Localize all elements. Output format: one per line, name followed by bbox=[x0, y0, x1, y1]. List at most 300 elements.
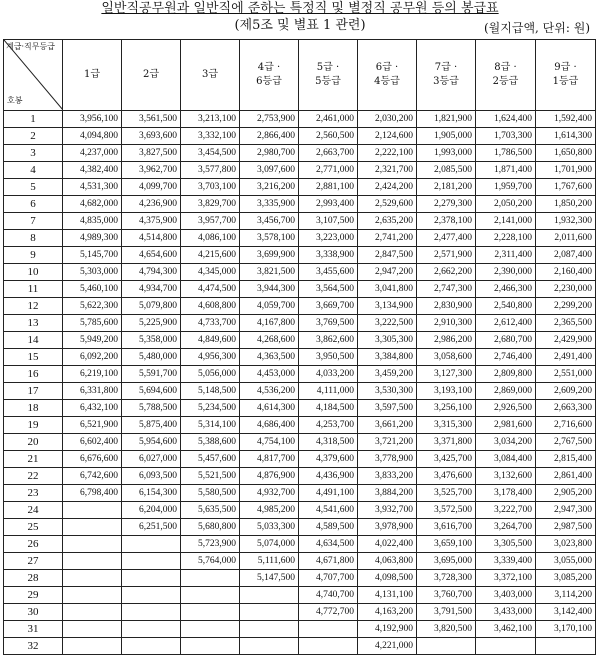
salary-cell: 1,703,300 bbox=[476, 128, 536, 145]
step-cell: 29 bbox=[4, 587, 63, 604]
salary-cell: 2,771,000 bbox=[299, 162, 358, 179]
salary-cell: 3,170,100 bbox=[536, 621, 596, 638]
salary-cell: 5,521,500 bbox=[181, 468, 240, 485]
salary-cell: 5,954,600 bbox=[122, 434, 181, 451]
step-cell: 17 bbox=[4, 383, 63, 400]
salary-cell: 3,616,700 bbox=[417, 519, 476, 536]
salary-cell: 4,754,100 bbox=[240, 434, 299, 451]
salary-cell: 3,114,200 bbox=[536, 587, 596, 604]
salary-cell: 3,821,500 bbox=[240, 264, 299, 281]
salary-cell: 5,694,600 bbox=[122, 383, 181, 400]
salary-cell: 2,228,100 bbox=[476, 230, 536, 247]
salary-cell: 3,791,500 bbox=[417, 604, 476, 621]
salary-cell: 1,592,400 bbox=[536, 111, 596, 128]
salary-cell: 2,809,800 bbox=[476, 366, 536, 383]
salary-cell: 3,305,500 bbox=[476, 536, 536, 553]
table-row bbox=[4, 570, 596, 587]
step-cell: 9 bbox=[4, 247, 63, 264]
salary-cell: 4,375,900 bbox=[122, 213, 181, 230]
salary-cell: 5,056,000 bbox=[181, 366, 240, 383]
salary-cell: 4,835,000 bbox=[63, 213, 122, 230]
salary-cell: 5,147,500 bbox=[240, 570, 299, 587]
table-row bbox=[4, 621, 596, 638]
salary-cell: 3,597,500 bbox=[358, 400, 417, 417]
salary-cell: 2,663,700 bbox=[299, 145, 358, 162]
salary-cell: 4,849,600 bbox=[181, 332, 240, 349]
salary-cell: 4,474,500 bbox=[181, 281, 240, 298]
salary-cell: 5,875,400 bbox=[122, 417, 181, 434]
table-row bbox=[4, 485, 596, 502]
step-cell: 23 bbox=[4, 485, 63, 502]
salary-cell: 5,234,500 bbox=[181, 400, 240, 417]
salary-cell: 1,959,700 bbox=[476, 179, 536, 196]
salary-cell: 2,612,400 bbox=[476, 315, 536, 332]
salary-cell: 5,949,200 bbox=[63, 332, 122, 349]
salary-cell: 2,815,400 bbox=[536, 451, 596, 468]
table-row bbox=[4, 213, 596, 230]
salary-cell: 2,461,000 bbox=[299, 111, 358, 128]
salary-cell: 4,989,300 bbox=[63, 230, 122, 247]
salary-cell: 1,701,900 bbox=[536, 162, 596, 179]
salary-cell: 6,521,900 bbox=[63, 417, 122, 434]
table-row bbox=[4, 349, 596, 366]
table-row bbox=[4, 383, 596, 400]
salary-cell: 4,536,200 bbox=[240, 383, 299, 400]
salary-cell: 1,932,300 bbox=[536, 213, 596, 230]
salary-cell: 2,299,200 bbox=[536, 298, 596, 315]
salary-cell bbox=[63, 536, 122, 553]
salary-cell: 2,160,400 bbox=[536, 264, 596, 281]
salary-cell: 3,264,700 bbox=[476, 519, 536, 536]
step-cell: 27 bbox=[4, 553, 63, 570]
salary-cell: 4,184,500 bbox=[299, 400, 358, 417]
salary-cell: 3,950,500 bbox=[299, 349, 358, 366]
salary-cell: 2,861,400 bbox=[536, 468, 596, 485]
salary-cell: 3,371,800 bbox=[417, 434, 476, 451]
salary-cell: 5,358,000 bbox=[122, 332, 181, 349]
table-row bbox=[4, 179, 596, 196]
salary-cell: 6,093,500 bbox=[122, 468, 181, 485]
salary-cell: 2,529,600 bbox=[358, 196, 417, 213]
table-row bbox=[4, 468, 596, 485]
salary-cell: 3,578,100 bbox=[240, 230, 299, 247]
table-row bbox=[4, 230, 596, 247]
grade-header-text: 7급 · bbox=[434, 62, 458, 73]
salary-cell: 5,111,600 bbox=[240, 553, 299, 570]
salary-cell: 3,476,600 bbox=[417, 468, 476, 485]
salary-cell: 3,335,900 bbox=[240, 196, 299, 213]
salary-cell: 3,829,700 bbox=[181, 196, 240, 213]
salary-cell: 2,847,500 bbox=[358, 247, 417, 264]
salary-cell bbox=[63, 553, 122, 570]
salary-cell: 3,023,800 bbox=[536, 536, 596, 553]
salary-cell: 2,741,200 bbox=[358, 230, 417, 247]
step-cell: 22 bbox=[4, 468, 63, 485]
salary-cell: 3,932,700 bbox=[358, 502, 417, 519]
salary-cell: 2,311,400 bbox=[476, 247, 536, 264]
table-row bbox=[4, 281, 596, 298]
grade-header-text: 9급 · bbox=[554, 62, 577, 73]
salary-cell: 3,332,100 bbox=[181, 128, 240, 145]
salary-cell: 4,236,900 bbox=[122, 196, 181, 213]
salary-cell: 5,457,600 bbox=[181, 451, 240, 468]
salary-cell: 1,614,300 bbox=[536, 128, 596, 145]
salary-cell: 2,390,000 bbox=[476, 264, 536, 281]
salary-cell: 4,614,300 bbox=[240, 400, 299, 417]
salary-cell: 4,934,700 bbox=[122, 281, 181, 298]
salary-cell: 4,111,000 bbox=[299, 383, 358, 400]
salary-cell: 2,551,000 bbox=[536, 366, 596, 383]
salary-cell: 3,833,200 bbox=[358, 468, 417, 485]
salary-cell: 4,022,400 bbox=[358, 536, 417, 553]
salary-cell: 2,222,100 bbox=[358, 145, 417, 162]
salary-cell: 2,926,500 bbox=[476, 400, 536, 417]
salary-cell: 2,540,800 bbox=[476, 298, 536, 315]
salary-cell bbox=[181, 604, 240, 621]
table-row bbox=[4, 587, 596, 604]
salary-cell: 2,050,200 bbox=[476, 196, 536, 213]
salary-cell: 3,223,000 bbox=[299, 230, 358, 247]
salary-cell: 3,884,200 bbox=[358, 485, 417, 502]
salary-cell bbox=[122, 570, 181, 587]
salary-cell bbox=[240, 638, 299, 655]
salary-cell: 3,760,700 bbox=[417, 587, 476, 604]
salary-cell: 3,827,500 bbox=[122, 145, 181, 162]
salary-cell bbox=[536, 638, 596, 655]
salary-cell: 2,767,500 bbox=[536, 434, 596, 451]
salary-cell: 5,303,000 bbox=[63, 264, 122, 281]
table-row bbox=[4, 451, 596, 468]
table-row bbox=[4, 315, 596, 332]
salary-cell bbox=[122, 587, 181, 604]
salary-cell: 3,699,900 bbox=[240, 247, 299, 264]
salary-cell: 3,459,200 bbox=[358, 366, 417, 383]
salary-cell: 2,981,600 bbox=[476, 417, 536, 434]
salary-cell: 2,279,300 bbox=[417, 196, 476, 213]
grade-header-3 bbox=[181, 40, 240, 111]
step-cell: 18 bbox=[4, 400, 63, 417]
salary-cell bbox=[63, 519, 122, 536]
salary-cell: 3,944,300 bbox=[240, 281, 299, 298]
step-cell: 7 bbox=[4, 213, 63, 230]
salary-cell: 4,131,100 bbox=[358, 587, 417, 604]
table-row bbox=[4, 553, 596, 570]
salary-cell: 2,124,600 bbox=[358, 128, 417, 145]
salary-cell: 2,030,200 bbox=[358, 111, 417, 128]
salary-cell: 3,703,100 bbox=[181, 179, 240, 196]
salary-cell: 1,767,600 bbox=[536, 179, 596, 196]
table-row bbox=[4, 502, 596, 519]
salary-cell: 3,456,700 bbox=[240, 213, 299, 230]
salary-cell: 3,693,600 bbox=[122, 128, 181, 145]
salary-cell: 5,591,700 bbox=[122, 366, 181, 383]
salary-cell: 4,733,700 bbox=[181, 315, 240, 332]
step-cell: 28 bbox=[4, 570, 63, 587]
salary-cell: 5,314,100 bbox=[181, 417, 240, 434]
salary-cell: 4,686,400 bbox=[240, 417, 299, 434]
salary-cell: 4,167,800 bbox=[240, 315, 299, 332]
unit-note: (월지급액, 단위: 원) bbox=[484, 21, 590, 35]
salary-cell bbox=[122, 536, 181, 553]
salary-cell: 2,993,400 bbox=[299, 196, 358, 213]
salary-cell bbox=[417, 638, 476, 655]
salary-cell: 3,085,200 bbox=[536, 570, 596, 587]
table-row bbox=[4, 519, 596, 536]
salary-cell bbox=[240, 587, 299, 604]
salary-cell bbox=[240, 604, 299, 621]
salary-cell bbox=[181, 621, 240, 638]
salary-cell: 4,098,500 bbox=[358, 570, 417, 587]
salary-cell: 4,985,200 bbox=[240, 502, 299, 519]
salary-cell: 2,980,700 bbox=[240, 145, 299, 162]
salary-cell: 4,707,700 bbox=[299, 570, 358, 587]
salary-cell: 2,635,200 bbox=[358, 213, 417, 230]
table-body bbox=[4, 111, 596, 655]
salary-cell: 1,850,200 bbox=[536, 196, 596, 213]
table-row bbox=[4, 298, 596, 315]
step-cell: 31 bbox=[4, 621, 63, 638]
salary-cell: 1,650,800 bbox=[536, 145, 596, 162]
salary-cell: 4,163,200 bbox=[358, 604, 417, 621]
grade-header-text: 2급 bbox=[142, 69, 160, 80]
salary-cell: 3,957,700 bbox=[181, 213, 240, 230]
salary-cell: 2,321,700 bbox=[358, 162, 417, 179]
salary-cell: 6,154,300 bbox=[122, 485, 181, 502]
salary-cell: 2,662,200 bbox=[417, 264, 476, 281]
salary-cell: 3,315,300 bbox=[417, 417, 476, 434]
salary-cell: 3,305,300 bbox=[358, 332, 417, 349]
salary-cell: 3,962,700 bbox=[122, 162, 181, 179]
salary-cell: 2,987,500 bbox=[536, 519, 596, 536]
salary-cell: 4,094,800 bbox=[63, 128, 122, 145]
salary-cell: 4,086,100 bbox=[181, 230, 240, 247]
salary-cell: 3,097,600 bbox=[240, 162, 299, 179]
salary-cell: 2,011,600 bbox=[536, 230, 596, 247]
salary-cell: 2,947,300 bbox=[536, 502, 596, 519]
step-cell: 1 bbox=[4, 111, 63, 128]
step-cell: 25 bbox=[4, 519, 63, 536]
grade-header-8 bbox=[476, 40, 536, 111]
table-row bbox=[4, 434, 596, 451]
salary-cell: 3,659,100 bbox=[417, 536, 476, 553]
salary-cell: 2,830,900 bbox=[417, 298, 476, 315]
salary-cell: 2,560,500 bbox=[299, 128, 358, 145]
salary-cell: 4,318,500 bbox=[299, 434, 358, 451]
salary-cell bbox=[299, 638, 358, 655]
salary-cell: 3,372,100 bbox=[476, 570, 536, 587]
salary-cell: 3,041,800 bbox=[358, 281, 417, 298]
salary-cell: 5,785,600 bbox=[63, 315, 122, 332]
grade-header-text: 8급 · bbox=[494, 62, 517, 73]
salary-cell: 3,433,000 bbox=[476, 604, 536, 621]
salary-cell: 3,530,300 bbox=[358, 383, 417, 400]
salary-cell: 2,881,100 bbox=[299, 179, 358, 196]
step-cell: 19 bbox=[4, 417, 63, 434]
salary-cell: 4,345,000 bbox=[181, 264, 240, 281]
salary-cell: 4,772,700 bbox=[299, 604, 358, 621]
table-row bbox=[4, 604, 596, 621]
salary-cell: 3,403,000 bbox=[476, 587, 536, 604]
salary-cell bbox=[63, 570, 122, 587]
salary-cell: 4,634,500 bbox=[299, 536, 358, 553]
salary-cell bbox=[63, 621, 122, 638]
salary-cell: 4,876,900 bbox=[240, 468, 299, 485]
salary-cell: 4,192,900 bbox=[358, 621, 417, 638]
grade-header-text: 2등급 bbox=[492, 76, 519, 87]
grade-header-6 bbox=[358, 40, 417, 111]
salary-cell bbox=[181, 638, 240, 655]
salary-cell: 2,466,300 bbox=[476, 281, 536, 298]
salary-cell: 2,141,000 bbox=[476, 213, 536, 230]
salary-cell: 1,624,400 bbox=[476, 111, 536, 128]
grade-header-text: 4등급 bbox=[374, 76, 400, 87]
salary-cell: 6,204,000 bbox=[122, 502, 181, 519]
salary-cell: 2,477,400 bbox=[417, 230, 476, 247]
salary-cell: 3,084,400 bbox=[476, 451, 536, 468]
salary-cell: 6,251,500 bbox=[122, 519, 181, 536]
salary-cell: 4,491,100 bbox=[299, 485, 358, 502]
step-cell: 4 bbox=[4, 162, 63, 179]
salary-cell: 1,993,000 bbox=[417, 145, 476, 162]
step-cell: 32 bbox=[4, 638, 63, 655]
salary-cell: 2,424,200 bbox=[358, 179, 417, 196]
salary-cell: 4,740,700 bbox=[299, 587, 358, 604]
salary-cell: 2,866,400 bbox=[240, 128, 299, 145]
salary-cell: 3,213,100 bbox=[181, 111, 240, 128]
salary-cell: 2,746,400 bbox=[476, 349, 536, 366]
salary-cell: 5,723,900 bbox=[181, 536, 240, 553]
document-title: 일반직공무원과 일반직에 준하는 특정직 및 별정직 공무원 등의 봉급표 bbox=[101, 1, 499, 16]
salary-cell: 3,572,500 bbox=[417, 502, 476, 519]
salary-cell: 3,525,700 bbox=[417, 485, 476, 502]
table-row bbox=[4, 400, 596, 417]
salary-cell: 6,742,600 bbox=[63, 468, 122, 485]
salary-cell: 5,460,100 bbox=[63, 281, 122, 298]
grade-header-text: 5등급 bbox=[315, 76, 341, 87]
step-cell: 15 bbox=[4, 349, 63, 366]
salary-cell: 2,378,100 bbox=[417, 213, 476, 230]
salary-cell: 4,453,000 bbox=[240, 366, 299, 383]
step-cell: 2 bbox=[4, 128, 63, 145]
salary-cell: 3,769,500 bbox=[299, 315, 358, 332]
step-cell: 14 bbox=[4, 332, 63, 349]
salary-cell bbox=[476, 638, 536, 655]
salary-cell: 3,132,600 bbox=[476, 468, 536, 485]
table-row bbox=[4, 638, 596, 655]
step-cell: 10 bbox=[4, 264, 63, 281]
salary-cell: 3,034,200 bbox=[476, 434, 536, 451]
salary-cell: 4,379,600 bbox=[299, 451, 358, 468]
salary-cell: 2,491,400 bbox=[536, 349, 596, 366]
salary-cell: 1,871,400 bbox=[476, 162, 536, 179]
grade-header-text: 1급 bbox=[83, 69, 101, 80]
salary-cell: 5,480,000 bbox=[122, 349, 181, 366]
salary-cell: 3,728,300 bbox=[417, 570, 476, 587]
corner-header-cell bbox=[4, 40, 63, 111]
grade-header-1 bbox=[63, 40, 122, 111]
salary-cell: 5,764,000 bbox=[181, 553, 240, 570]
salary-cell: 5,388,600 bbox=[181, 434, 240, 451]
salary-cell: 4,033,200 bbox=[299, 366, 358, 383]
grade-header-text: 3급 bbox=[201, 69, 219, 80]
salary-cell: 5,680,800 bbox=[181, 519, 240, 536]
salary-cell: 4,382,400 bbox=[63, 162, 122, 179]
step-cell: 13 bbox=[4, 315, 63, 332]
salary-cell: 4,541,600 bbox=[299, 502, 358, 519]
salary-cell: 2,716,600 bbox=[536, 417, 596, 434]
salary-cell: 5,225,900 bbox=[122, 315, 181, 332]
salary-cell: 4,363,500 bbox=[240, 349, 299, 366]
salary-cell: 4,531,300 bbox=[63, 179, 122, 196]
salary-cell: 2,869,000 bbox=[476, 383, 536, 400]
table-row bbox=[4, 196, 596, 213]
salary-cell: 2,747,300 bbox=[417, 281, 476, 298]
salary-cell bbox=[240, 621, 299, 638]
step-cell: 16 bbox=[4, 366, 63, 383]
salary-cell: 4,237,000 bbox=[63, 145, 122, 162]
salary-cell: 5,622,300 bbox=[63, 298, 122, 315]
salary-cell: 6,602,400 bbox=[63, 434, 122, 451]
salary-cell: 4,268,600 bbox=[240, 332, 299, 349]
table-row bbox=[4, 162, 596, 179]
salary-cell: 4,817,700 bbox=[240, 451, 299, 468]
salary-cell: 2,986,200 bbox=[417, 332, 476, 349]
salary-cell: 3,338,900 bbox=[299, 247, 358, 264]
salary-cell: 3,222,500 bbox=[358, 315, 417, 332]
salary-cell: 3,462,100 bbox=[476, 621, 536, 638]
salary-cell bbox=[63, 502, 122, 519]
table-row bbox=[4, 264, 596, 281]
salary-cell: 2,753,900 bbox=[240, 111, 299, 128]
salary-cell: 2,181,200 bbox=[417, 179, 476, 196]
salary-cell bbox=[299, 621, 358, 638]
salary-cell bbox=[122, 604, 181, 621]
salary-cell: 4,221,000 bbox=[358, 638, 417, 655]
step-cell: 5 bbox=[4, 179, 63, 196]
salary-table bbox=[3, 39, 596, 655]
step-cell: 11 bbox=[4, 281, 63, 298]
salary-cell: 4,671,800 bbox=[299, 553, 358, 570]
step-cell: 20 bbox=[4, 434, 63, 451]
salary-cell: 2,571,900 bbox=[417, 247, 476, 264]
salary-cell: 5,148,500 bbox=[181, 383, 240, 400]
salary-cell: 3,695,000 bbox=[417, 553, 476, 570]
salary-cell: 5,074,000 bbox=[240, 536, 299, 553]
salary-cell: 2,365,500 bbox=[536, 315, 596, 332]
salary-cell: 4,063,800 bbox=[358, 553, 417, 570]
salary-cell: 3,058,600 bbox=[417, 349, 476, 366]
salary-cell: 4,608,800 bbox=[181, 298, 240, 315]
salary-cell: 6,331,800 bbox=[63, 383, 122, 400]
table-row bbox=[4, 247, 596, 264]
table-row bbox=[4, 145, 596, 162]
salary-cell bbox=[122, 621, 181, 638]
salary-cell: 4,682,000 bbox=[63, 196, 122, 213]
salary-cell bbox=[122, 638, 181, 655]
salary-cell: 3,778,900 bbox=[358, 451, 417, 468]
salary-cell: 4,654,600 bbox=[122, 247, 181, 264]
salary-cell: 5,580,500 bbox=[181, 485, 240, 502]
salary-cell bbox=[63, 604, 122, 621]
salary-cell: 4,099,700 bbox=[122, 179, 181, 196]
salary-cell: 3,669,700 bbox=[299, 298, 358, 315]
salary-cell: 4,253,700 bbox=[299, 417, 358, 434]
salary-cell: 2,609,200 bbox=[536, 383, 596, 400]
salary-cell: 6,432,100 bbox=[63, 400, 122, 417]
salary-cell: 4,514,800 bbox=[122, 230, 181, 247]
salary-cell: 3,384,800 bbox=[358, 349, 417, 366]
salary-cell: 3,256,100 bbox=[417, 400, 476, 417]
